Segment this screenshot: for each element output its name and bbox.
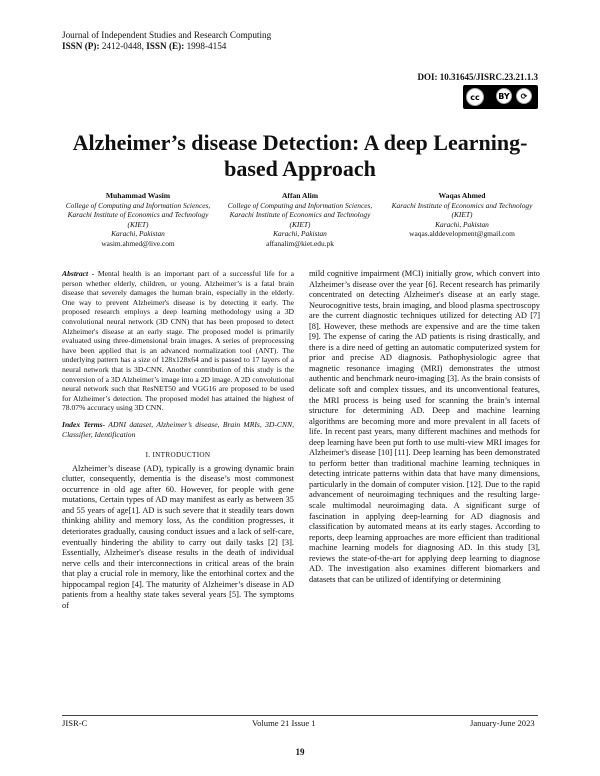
- cc-icon: cc: [466, 88, 484, 106]
- issn-p: 2412-0448,: [101, 41, 144, 51]
- index-terms: [62, 420, 294, 439]
- abstract: [62, 269, 294, 413]
- journal-header: [62, 30, 271, 52]
- author-block: [224, 191, 376, 249]
- footer-divider: [62, 715, 538, 716]
- left-column: [62, 269, 294, 611]
- issn-p-label: ISSN (P):: [62, 41, 100, 51]
- intro-continuation: mild cognitive impairment (MCI) initially grow, which convert into Alzheimer’s disease over the year [6]. Recent research has primarily concentrated on detecting Alzheimer's disease at an early stage. Neurocognitive tests, brain imaging, and blood plasma spectroscopy are the current diagnostic techniques utilized for detecting AD [7][8]. However, these methods are expensive and are the time taken [9]. The expense of caring the AD patients is rising drastically, and there is a dire need of getting an automatic computerized system for prior and precise AD diagnosis. Pathophysiologic agree that magnetic resonance imaging (MRI) demonstrates the utmost authentic and benchmark neuro-imaging [3]. As the brain consists of delicate soft and complex tissues, and its unconventional features, the MRI process is being used for scanning the brain’s internal structure for determining AD. Deep and machine learning algorithms are becoming more and more prevalent in all facets of life. In recent past years, many different machines and methods for deep learning have been put forth to use multi-view MRI images for Alzheimer's disease [10] [11]. Deep learning has been demonstrated to perform better than traditional machine learning techniques in detecting intricate patterns within data that have many dimensions, particularly in the domain of computer vision. [12]. Due to the rapid advancement of neuroimaging techniques and the resulting large-scale multimodal neuroimaging data. A significant surge of fascination in applying deep-learning for AD diagnosis and classification by automated means at its early stages. According to reports, deep learning approaches are more efficient than traditional machine learning models for diagnosing AD. In this study [3], reviews the state-of-the-art for applying deep learning to diagnose AD. The investigation also examines different biomarkers and datasets that can be utilized of identifying or determining: [309, 269, 540, 584]
- page-number: 19: [295, 747, 305, 757]
- author-name: Muhammad Wasim: [105, 191, 171, 200]
- author-email[interactable]: affanalim@kiet.edu.pk: [266, 238, 334, 248]
- author-location: Karachi, Pakistan: [273, 229, 327, 239]
- author-email[interactable]: waqas.alddevelopment@gmail.com: [409, 229, 515, 239]
- abstract-label: Abstract -: [62, 269, 95, 278]
- intro-paragraph: Alzheimer’s disease (AD), typically is a growing dynamic brain clutter, consequently, dementia is the disease’s most commonest occurrence in old age after 60. However, for people with gene mutations, Certain types of AD may manifest as early as between 35 and 55 years of age[1]. AD is such severe that it steadily tears down thinking ability and memory loss, As the condition progresses, it deteriorates gradually, causing conduct issues and a lack of self-care, eventually hindering the ability to carry out daily tasks [2] [3]. Essentially, Alzheimer's disease results in the death of individual nerve cells and their interconnections in critical areas of the brain that play a crucial role in memory, like the entorhinal cortex and the hippocampal region [4]. The maturity of Alzheimer’s disease in AD patients from a healthy state takes several years [5]. The symptoms of: [62, 463, 294, 610]
- paper-title: Alzheimer’s disease Detection: A deep Learning-based Approach: [72, 130, 528, 181]
- right-column: [309, 269, 540, 585]
- cc-license-badge[interactable]: [463, 85, 538, 109]
- issn-e-label: ISSN (E):: [146, 41, 185, 51]
- issn-line: [62, 41, 271, 52]
- index-terms-label: Index Terms-: [62, 419, 106, 429]
- abstract-text: Mental health is an important part of a successful life for a person whether elderly, children, or young. Alzheimer’s is a fatal brain disease that severely damages the human brain, especially in the elderly. One way to prevent Alzheimer's disease is by detecting it early. The proposed research employs a deep learning methodology using a 3D convolutional neural network (3D CNN) that has been proposed to detect Alzheimer's disease at an early stage. The proposed model is primarily evaluated using three-dimensional brain images. A series of preprocessing have been applied that is an advanced normalization tool (ANT). The underlying pattern has a size of 128x128x64 and is passed to 17 layers of a neural network that is 3D-CNN. Another contribution of this study is the conversion of a 3D Alzheimer’s image into a 2D image. A 2D convolutional neural network such that ResNET50 and VGG16 are proposed to be used for Alzheimer’s detection. The proposed model has attained the highest of 78.07% accuracy using 3D CNN.: [62, 269, 294, 413]
- doi-link[interactable]: DOI: 10.31645/JISRC.23.21.1.3: [417, 72, 538, 82]
- author-affiliation: College of Computing and Information Sciences, Karachi Institute of Economics and Technology (KIET): [65, 200, 211, 229]
- author-name: Affan Alim: [281, 191, 319, 200]
- journal-name: Journal of Independent Studies and Research Computing: [62, 30, 272, 40]
- share-alike-icon: ⟳: [516, 88, 532, 104]
- index-terms-text: ADNI dataset, Alzheimer’s disease, Brain MRIs, 3D-CNN, Classifier, Identification: [62, 419, 294, 439]
- footer-volume: Volume 21 Issue 1: [252, 718, 316, 728]
- section-heading: I. INTRODUCTION: [145, 451, 211, 460]
- issn-e: 1998-4154: [186, 41, 227, 51]
- footer-date: January-June 2023: [470, 718, 535, 728]
- author-affiliation: Karachi Institute of Economics and Technology (KIET): [391, 200, 533, 220]
- author-block: [386, 191, 538, 239]
- attribution-icon: BY: [496, 88, 512, 104]
- author-affiliation: College of Computing and Information Sciences, Karachi Institute of Economics and Technology (KIET): [227, 200, 373, 229]
- author-block: [62, 191, 214, 249]
- author-name: Waqas Ahmed: [438, 191, 486, 200]
- footer-journal: JISR-C: [62, 718, 88, 728]
- author-location: Karachi, Pakistan: [111, 229, 165, 239]
- author-location: Karachi, Pakistan: [435, 219, 489, 229]
- author-email[interactable]: wasim.ahmed@live.com: [101, 238, 175, 248]
